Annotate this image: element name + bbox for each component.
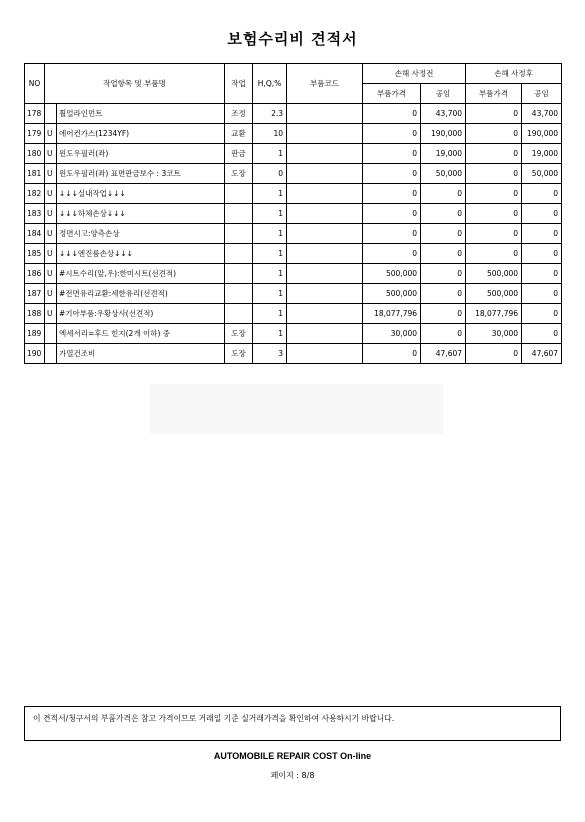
cell-after-parts-price: 500,000 [466,264,522,284]
cell-part-code [287,164,363,184]
page-number: 페이지 : 8/8 [270,771,315,780]
cell-flag: U [45,164,57,184]
cell-flag: U [45,284,57,304]
cell-item-name: 엑세서리=후드 힌지(2개 이하) 중 [57,324,225,344]
cell-after-parts-price: 0 [466,224,522,244]
cell-before-labor: 47,607 [421,344,466,364]
cell-item-name: #시트수리(앞,우):한미시트(선견적) [57,264,225,284]
header-after-labor: 공임 [522,84,562,104]
cell-work-type: 판금 [225,144,253,164]
cell-after-labor: 43,700 [522,104,562,124]
cell-hq: 2.3 [253,104,287,124]
table-row [25,144,562,164]
cell-before-labor: 43,700 [421,104,466,124]
cell-item-name: ↓↓↓하체손상↓↓↓ [57,204,225,224]
cell-part-code [287,244,363,264]
cell-after-parts-price: 0 [466,164,522,184]
cell-item-name: #전면유리교환:세한유리(선견적) [57,284,225,304]
cell-after-labor: 0 [522,284,562,304]
cell-item-name: ↓↓↓엔진룸손상↓↓↓ [57,244,225,264]
cell-no: 187 [25,284,45,304]
cell-flag: U [45,244,57,264]
cell-item-name: ↓↓↓실내작업↓↓↓ [57,184,225,204]
header-before-assessment: 손해 사정전 [363,64,466,84]
cell-part-code [287,144,363,164]
cell-hq: 3 [253,344,287,364]
cell-before-labor: 190,000 [421,124,466,144]
cell-before-parts-price: 18,077,796 [363,304,421,324]
cell-hq: 1 [253,284,287,304]
cell-hq: 1 [253,264,287,284]
cell-after-labor: 0 [522,184,562,204]
cell-part-code [287,344,363,364]
header-item: 작업항목 및 부품명 [45,64,225,104]
cell-before-labor: 19,000 [421,144,466,164]
document-title: 보험수리비 견적서 [227,30,358,48]
cell-before-parts-price: 0 [363,204,421,224]
cell-before-parts-price: 0 [363,124,421,144]
cell-after-parts-price: 0 [466,204,522,224]
cell-before-labor: 0 [421,244,466,264]
cell-no: 188 [25,304,45,324]
cell-no: 183 [25,204,45,224]
cell-flag: U [45,184,57,204]
cell-item-name: 윈도우필러(좌) [57,144,225,164]
cell-work-type: 도장 [225,344,253,364]
cell-before-parts-price: 0 [363,104,421,124]
cell-work-type [225,184,253,204]
table-row [25,124,562,144]
cell-before-parts-price: 0 [363,224,421,244]
cell-no: 182 [25,184,45,204]
table-row [25,264,562,284]
table-row [25,324,562,344]
cell-after-parts-price: 0 [466,144,522,164]
cell-part-code [287,204,363,224]
cell-work-type [225,284,253,304]
cell-part-code [287,324,363,344]
cell-hq: 1 [253,304,287,324]
cell-flag [45,324,57,344]
cell-no: 178 [25,104,45,124]
cell-work-type: 교환 [225,124,253,144]
cell-before-parts-price: 0 [363,184,421,204]
cell-work-type: 도장 [225,324,253,344]
estimate-table [24,63,562,364]
header-work: 작업 [225,64,253,104]
cell-item-name: 에어컨가스(1234YF) [57,124,225,144]
header-after-parts-price: 부품가격 [466,84,522,104]
cell-flag: U [45,124,57,144]
table-row [25,344,562,364]
cell-work-type [225,204,253,224]
cell-before-parts-price: 0 [363,144,421,164]
cell-no: 181 [25,164,45,184]
cell-after-labor: 19,000 [522,144,562,164]
footer-brand: AUTOMOBILE REPAIR COST On-line [213,751,372,761]
cell-before-labor: 0 [421,264,466,284]
cell-after-parts-price: 500,000 [466,284,522,304]
cell-before-labor: 0 [421,324,466,344]
cell-hq: 1 [253,144,287,164]
table-header [25,64,562,104]
cell-before-parts-price: 0 [363,164,421,184]
cell-item-name: #기아부품:우황상사(선견적) [57,304,225,324]
cell-before-labor: 0 [421,224,466,244]
cell-hq: 1 [253,224,287,244]
cell-after-parts-price: 18,077,796 [466,304,522,324]
cell-work-type [225,304,253,324]
cell-after-labor: 47,607 [522,344,562,364]
cell-after-parts-price: 0 [466,344,522,364]
header-before-parts-price: 부품가격 [363,84,421,104]
table-row [25,284,562,304]
cell-work-type [225,264,253,284]
cell-part-code [287,304,363,324]
cell-flag [45,104,57,124]
cell-item-name: 윈도우필러(좌) 표면판금보수 : 3코트 [57,164,225,184]
header-after-assessment: 손해 사정후 [466,64,562,84]
cell-after-parts-price: 0 [466,184,522,204]
cell-after-labor: 0 [522,244,562,264]
disclaimer-box [24,706,561,741]
header-before-labor: 공임 [421,84,466,104]
cell-flag: U [45,224,57,244]
cell-after-labor: 50,000 [522,164,562,184]
header-no: NO [25,64,45,104]
cell-after-labor: 0 [522,224,562,244]
table-row [25,104,562,124]
cell-part-code [287,184,363,204]
cell-part-code [287,224,363,244]
cell-before-parts-price: 0 [363,344,421,364]
cell-before-parts-price: 500,000 [363,284,421,304]
table-row [25,184,562,204]
cell-no: 180 [25,144,45,164]
cell-part-code [287,124,363,144]
cell-flag: U [45,264,57,284]
cell-before-parts-price: 30,000 [363,324,421,344]
cell-no: 185 [25,244,45,264]
cell-hq: 10 [253,124,287,144]
header-hq: H,Q,% [253,64,287,104]
cell-before-labor: 0 [421,304,466,324]
cell-item-name: 정면시고:양측손상 [57,224,225,244]
table-row [25,304,562,324]
cell-before-parts-price: 500,000 [363,264,421,284]
cell-no: 190 [25,344,45,364]
cell-no: 184 [25,224,45,244]
cell-flag: U [45,144,57,164]
cell-after-labor: 0 [522,264,562,284]
cell-before-labor: 0 [421,284,466,304]
disclaimer-text: 이 견적서/청구서의 부품가격은 참고 가격이므로 거래일 기준 실거래가격을 확인하여 사용하시기 바랍니다. [33,714,395,723]
cell-after-labor: 190,000 [522,124,562,144]
cell-work-type: 도장 [225,164,253,184]
cell-item-name: 휠얼라인먼트 [57,104,225,124]
table-row [25,204,562,224]
cell-no: 186 [25,264,45,284]
cell-before-labor: 0 [421,184,466,204]
header-part-code: 부품코드 [287,64,363,104]
cell-flag: U [45,204,57,224]
table-body [25,104,562,364]
cell-after-parts-price: 0 [466,104,522,124]
cell-hq: 1 [253,204,287,224]
cell-work-type [225,244,253,264]
watermark-logo [150,384,443,434]
cell-after-labor: 0 [522,204,562,224]
cell-hq: 1 [253,184,287,204]
cell-hq: 1 [253,324,287,344]
cell-work-type: 조정 [225,104,253,124]
cell-after-parts-price: 30,000 [466,324,522,344]
table-row [25,224,562,244]
cell-before-labor: 50,000 [421,164,466,184]
cell-work-type [225,224,253,244]
table-row [25,244,562,264]
cell-hq: 0 [253,164,287,184]
cell-after-labor: 0 [522,324,562,344]
cell-part-code [287,284,363,304]
cell-no: 189 [25,324,45,344]
cell-flag: U [45,304,57,324]
cell-before-parts-price: 0 [363,244,421,264]
cell-after-parts-price: 0 [466,244,522,264]
cell-hq: 1 [253,244,287,264]
cell-part-code [287,104,363,124]
cell-no: 179 [25,124,45,144]
cell-flag [45,344,57,364]
cell-part-code [287,264,363,284]
cell-item-name: 가열건조비 [57,344,225,364]
cell-after-labor: 0 [522,304,562,324]
cell-after-parts-price: 0 [466,124,522,144]
table-row [25,164,562,184]
cell-before-labor: 0 [421,204,466,224]
